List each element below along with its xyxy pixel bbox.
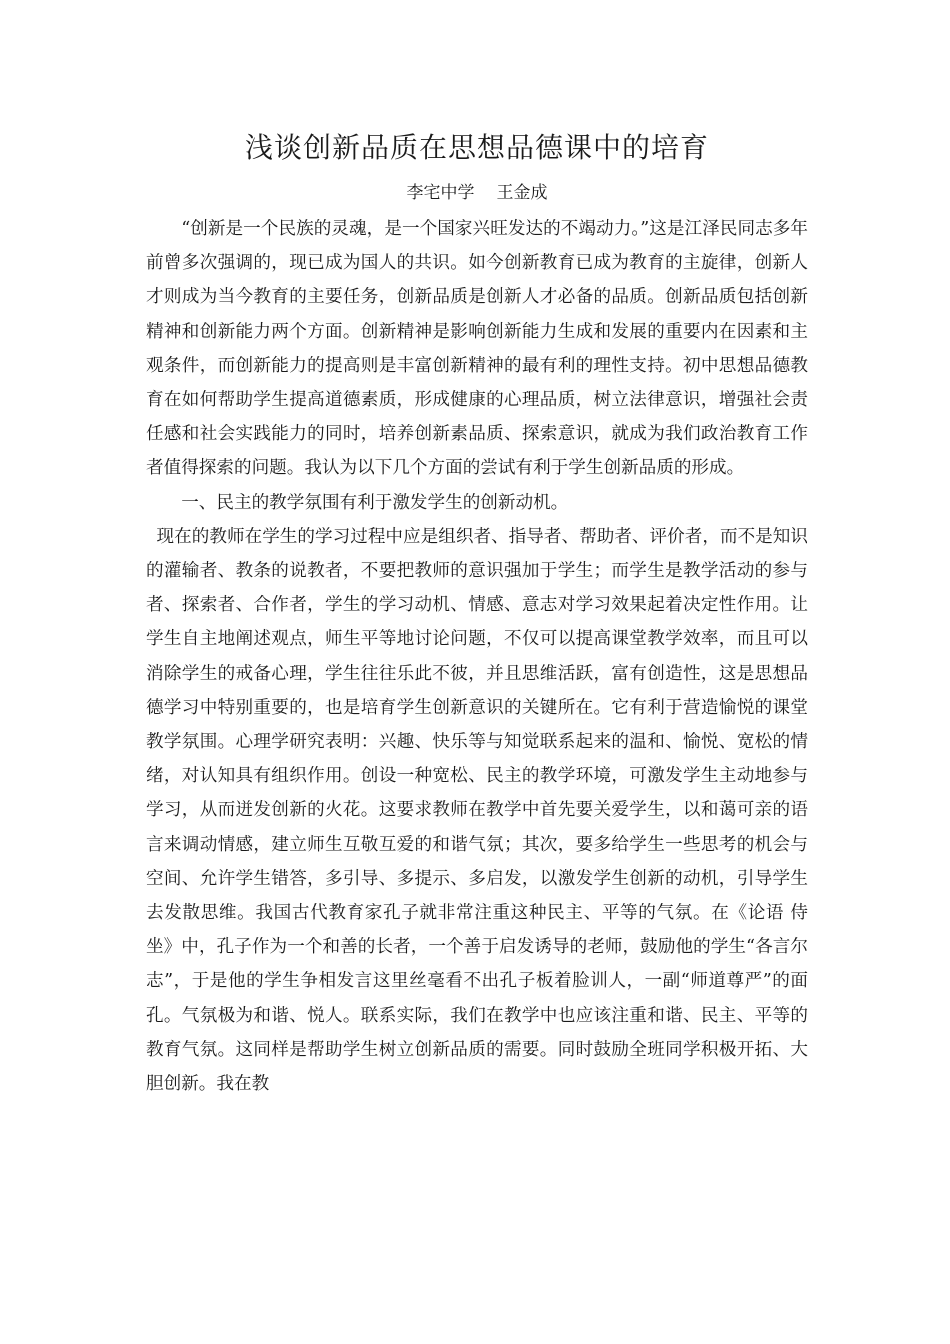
paragraph-section-1: 现在的教师在学生的学习过程中应是组织者、指导者、帮助者、评价者，而不是知识的灌输者、教条的说教者，不要把教师的意识强加于学生；而学生是教学活动的参与者、探索者、合作者，学生的学习动机、情感、意志对学习效果起着决定性作用。让学生自主地阐述观点，师生平等地讨论问题，不仅可以提高课堂教学效率，而且可以消除学生的戒备心理，学生往往乐此不彼，并且思维活跃，富有创造性，这是思想品德学习中特别重要的，也是培育学生创新意识的关键所在。它有利于营造愉悦的课堂教学氛围。心理学研究表明：兴趣、快乐等与知觉联系起来的温和、愉悦、宽松的情绪，对认知具有组织作用。创设一种宽松、民主的教学环境，可激发学生主动地参与学习，从而迸发创新的火花。这要求教师在教学中首先要关爱学生，以和蔼可亲的语言来调动情感，建立师生互敬互爱的和谐气氛；其次，要多给学生一些思考的机会与空间、允许学生错答，多引导、多提示、多启发，以激发学生创新的动机，引导学生去发散思维。我国古代教育家孔子就非常注重这种民主、平等的气氛。在《论语 侍坐》中，孔子作为一个和善的长者，一个善于启发诱导的老师，鼓励他的学生“各言尔志”，于是他的学生争相发言这里丝毫看不出孔子板着脸训人，一副“师道尊严”的面孔。气氛极为和谐、悦人。联系实际，我们在教学中也应该注重和谐、民主、平等的教育气氛。这同样是帮助学生树立创新品质的需要。同时鼓励全班同学积极开拓、大胆创新。我在教 [146, 526, 808, 1095]
author-byline [146, 180, 808, 206]
section-heading-1: 一、民主的教学氛围有利于激发学生的创新动机。 [181, 492, 569, 513]
author-name: 王金成 [496, 183, 548, 203]
school-name: 李宅中学 [406, 183, 475, 203]
document-title: 浅谈创新品质在思想品德课中的培育 [244, 131, 709, 164]
document-page [146, 128, 808, 1101]
paragraph-intro: “创新是一个民族的灵魂，是一个国家兴旺发达的不竭动力。”这是江泽民同志多年前曾多次强调的，现已成为国人的共识。如今创新教育已成为教育的主旋律，创新人才则成为当今教育的主要任务，创新品质是创新人才必备的品质。创新品质包括创新精神和创新能力两个方面。创新精神是影响创新能力生成和发展的重要内在因素和主观条件，而创新能力的提高则是丰富创新精神的最有利的理性支持。初中思想品德教育在如何帮助学生提高道德素质，形成健康的心理品质，树立法律意识，增强社会责任感和社会实践能力的同时，培养创新素品质、探索意识，就成为我们政治教育工作者值得探索的问题。我认为以下几个方面的尝试有利于学生创新品质的形成。 [146, 219, 808, 479]
